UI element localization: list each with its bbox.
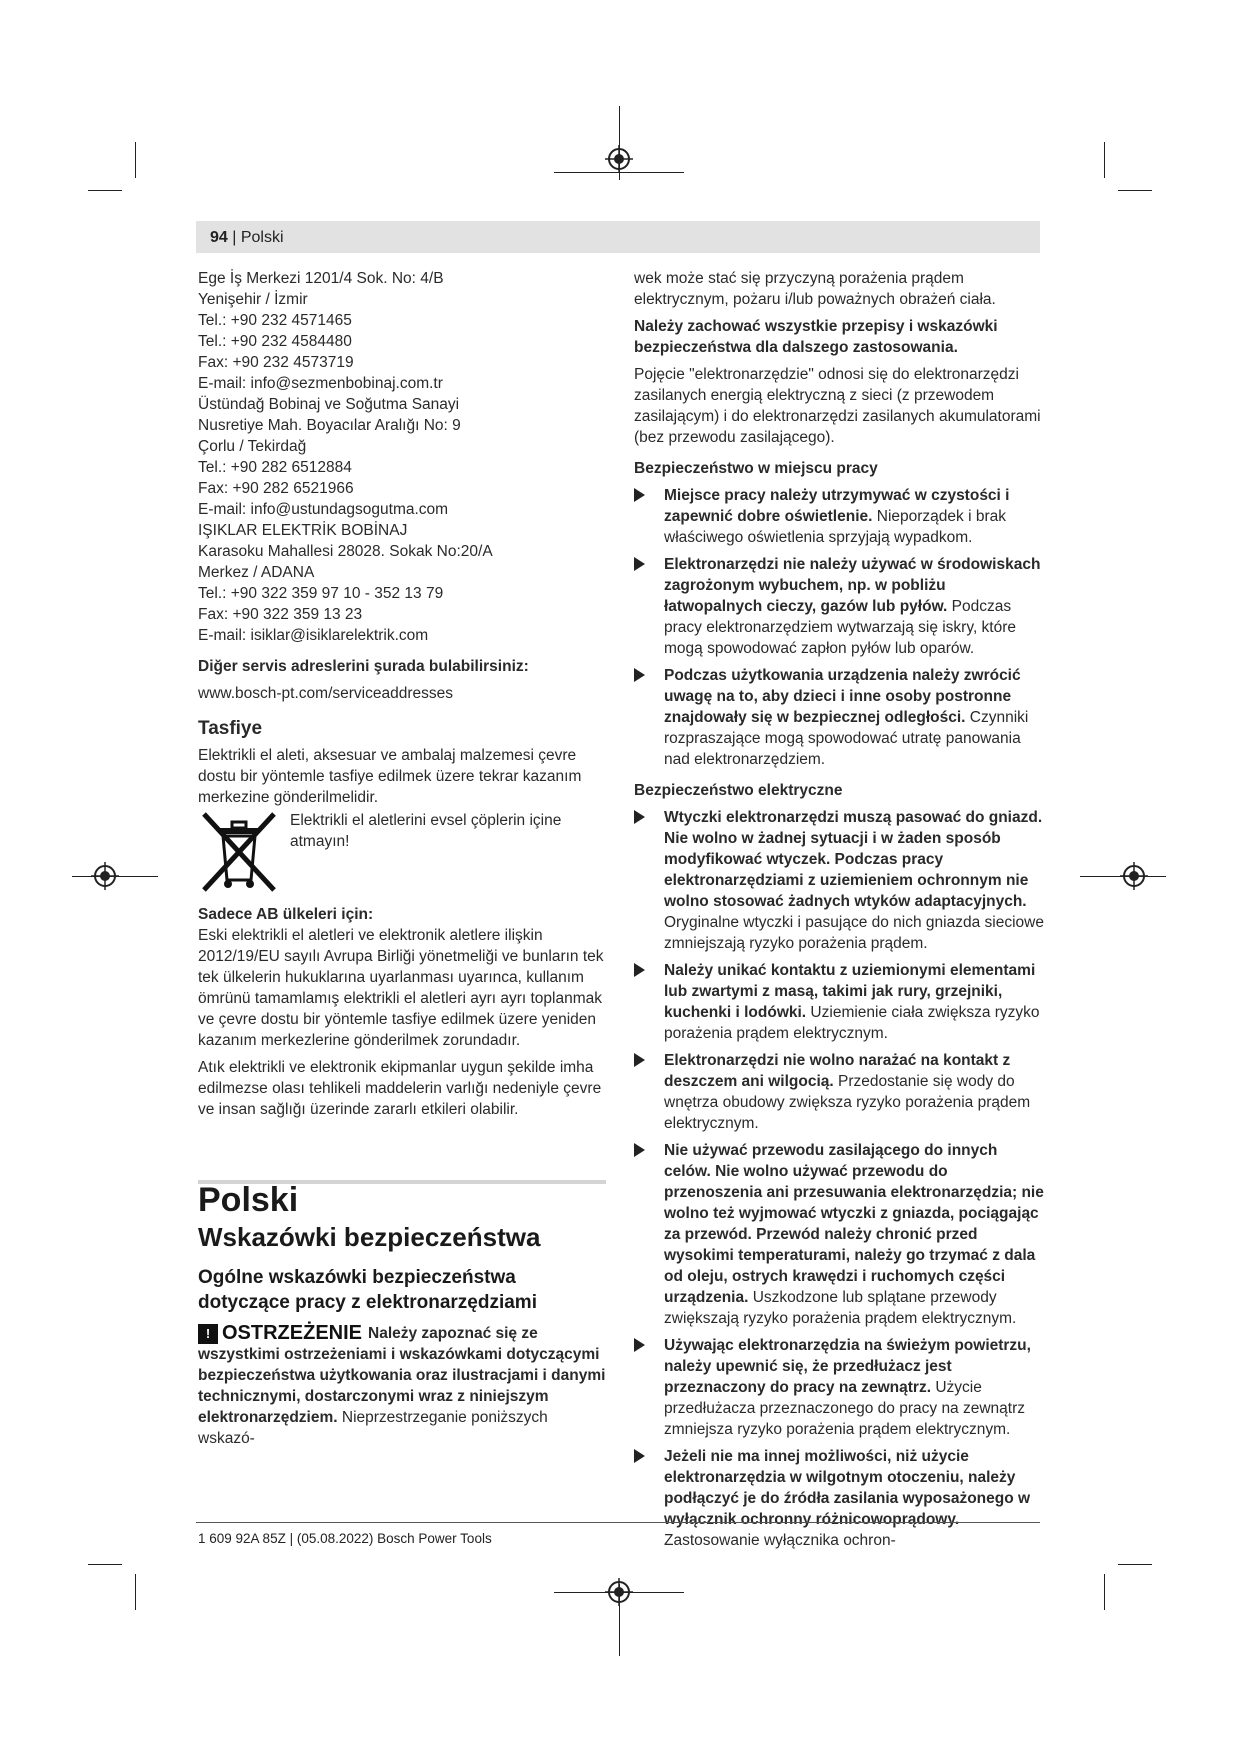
header-language: Polski xyxy=(240,229,284,246)
service-heading: Diğer servis adreslerini şurada bulabilirsiniz: xyxy=(198,658,529,675)
address-line: Fax: +90 322 359 13 23 xyxy=(198,606,363,623)
continued-text: wek może stać się przyczyną porażenia prądem elektrycznym, pożaru i/lub poważnych obrażeń ciała. xyxy=(634,270,996,308)
bullet-arrow-icon xyxy=(634,488,645,502)
item-text: Czynniki rozpraszające mogą spowodować utratę panowania nad elektronarzędziem. xyxy=(664,709,1029,768)
address-block xyxy=(198,520,606,646)
list-item xyxy=(634,1050,1046,1134)
item-bold: Miejsce pracy należy utrzymywać w czystości i zapewnić dobre oświetlenie. xyxy=(664,487,1010,525)
crossed-out-bin-icon xyxy=(198,810,280,894)
address-line: Merkez / ADANA xyxy=(198,564,315,581)
list-item xyxy=(634,960,1046,1044)
item-text: Podczas pracy elektronarzędziem wytwarzają się iskry, które mogą spowodować zapłon pyłów lub oparów. xyxy=(664,598,1017,657)
section-title: Polski xyxy=(198,1181,299,1219)
address-block xyxy=(198,268,606,394)
item-bold: Używając elektronarzędzia na świeżym powietrzu, należy upewnić się, że przedłużacz jest przeznaczony do pracy na zewnątrz. xyxy=(664,1337,1031,1396)
address-line: Çorlu / Tekirdağ xyxy=(198,438,307,455)
disposal-heading: Tasfiye xyxy=(198,718,263,739)
eu-heading: Sadece AB ülkeleri için: xyxy=(198,906,374,923)
item-text: Zastosowanie wyłącznika ochron- xyxy=(664,1532,896,1549)
footer-divider xyxy=(196,1522,1040,1523)
list-item xyxy=(634,485,1046,548)
disposal-text: Elektrikli el aleti, aksesuar ve ambalaj malzemesi çevre dostu bir yöntemle tasfiye edilmek üzere tekrar kazanım merkezine gönderilmelidir. xyxy=(198,747,582,806)
item-bold: Nie używać przewodu zasilającego do innych celów. Nie wolno używać przewodu do przenoszenia ani przesuwania elektronarzędzia; nie wolno też wyjmować wtyczki z gniazda, pociągając za przewód. Przewód należy chronić przed wysokimi temperaturami, należy go trzymać z dala od oleju, ostrych krawędzi i ruchomych części urządzenia. xyxy=(664,1142,1044,1306)
safety-title: Wskazówki bezpieczeństwa xyxy=(198,1222,541,1252)
item-bold: Jeżeli nie ma innej możliwości, niż użycie elektronarzędzia w wilgotnym otoczeniu, należy podłączyć je do źródła zasilania wyposażonego w wyłącznik ochronny różnicowoprądowy. xyxy=(664,1448,1031,1528)
address-line: E-mail: info@sezmenbobinaj.com.tr xyxy=(198,375,443,392)
address-line: Tel.: +90 282 6512884 xyxy=(198,459,352,476)
page-number: 94 xyxy=(210,229,228,246)
crop-mark xyxy=(1118,1564,1152,1565)
list-item xyxy=(634,665,1046,770)
weee-text: Elektrikli el aletlerini evsel çöplerin içine atmayın! xyxy=(290,812,562,850)
crop-mark xyxy=(135,142,136,178)
registration-mark-icon xyxy=(1120,862,1148,890)
item-bold: Elektronarzędzi nie wolno narażać na kontakt z deszczem ani wilgocią. xyxy=(664,1052,1011,1090)
address-line: IŞIKLAR ELEKTRİK BOBİNAJ xyxy=(198,522,408,539)
crop-mark xyxy=(135,1574,136,1610)
address-line: Fax: +90 232 4573719 xyxy=(198,354,354,371)
list-item xyxy=(634,554,1046,659)
registration-mark-icon xyxy=(91,862,119,890)
bullet-arrow-icon xyxy=(634,557,645,571)
address-line: Tel.: +90 232 4584480 xyxy=(198,333,352,350)
item-text: Oryginalne wtyczki i pasujące do nich gniazda sieciowe zmniejszają ryzyko porażenia prądem. xyxy=(664,914,1044,952)
address-line: Yenişehir / İzmir xyxy=(198,291,308,308)
warning-triangle-icon: ! xyxy=(198,1324,218,1344)
bullet-arrow-icon xyxy=(634,810,645,824)
item-text: Uziemienie ciała zwiększa ryzyko porażenia prądem elektrycznym. xyxy=(664,1004,1040,1042)
address-line: Ege İş Merkezi 1201/4 Sok. No: 4/B xyxy=(198,270,444,287)
list-item xyxy=(634,1446,1046,1551)
address-line: Fax: +90 282 6521966 xyxy=(198,480,354,497)
workplace-heading: Bezpieczeństwo w miejscu pracy xyxy=(634,460,878,477)
bullet-arrow-icon xyxy=(634,1449,645,1463)
warning-bold-text: Należy zapoznać się ze wszystkimi ostrzeżeniami i wskazówkami dotyczącymi bezpieczeństwa użytkowania oraz ilustracjami i danymi technicznymi, dostarczonymi wraz z niniejszym elektronarzędziem. xyxy=(198,1325,606,1426)
eu-text-1: Eski elektrikli el aletleri ve elektronik aletlere ilişkin 2012/19/EU sayılı Avrupa Birliği yönetmeliği ve bunların tek tek ülkelerin hukuklarına uyarlanması uyarınca, kullanım ömrünü tamamlamış elektrikli el aletleri ayrı ayrı toplanmak ve çevre dostu bir yöntemle tasfiye edilmek üzere yeniden kazanım merkezlerine gönderilmek zorundadır. xyxy=(198,927,604,1049)
bullet-arrow-icon xyxy=(634,1143,645,1157)
item-bold: Wtyczki elektronarzędzi muszą pasować do gniazd. Nie wolno w żadnej sytuacji i w żaden sposób modyfikować wtyczek. Podczas pracy elektronarzędziami z uziemieniem ochronnym nie wolno stosować żadnych wtyków adaptacyjnych. xyxy=(664,809,1043,910)
crop-mark xyxy=(88,190,122,191)
item-text: Użycie przedłużacza przeznaczonego do pracy na zewnątrz zmniejsza ryzyko porażenia prądem elektrycznym. xyxy=(664,1379,1026,1438)
address-line: Karasoku Mahallesi 28028. Sokak No:20/A xyxy=(198,543,493,560)
warning-label xyxy=(198,1323,362,1344)
page-footer: 1 609 92A 85Z | (05.08.2022) Bosch Power Tools xyxy=(198,1531,492,1546)
bullet-arrow-icon xyxy=(634,1053,645,1067)
bullet-arrow-icon xyxy=(634,1338,645,1352)
address-line: Tel.: +90 232 4571465 xyxy=(198,312,352,329)
address-line: Nusretiye Mah. Boyacılar Aralığı No: 9 xyxy=(198,417,461,434)
bullet-arrow-icon xyxy=(634,963,645,977)
address-line: Üstündağ Bobinaj ve Soğutma Sanayi xyxy=(198,396,460,413)
crop-mark xyxy=(1118,190,1152,191)
list-item xyxy=(634,807,1046,954)
address-block xyxy=(198,394,606,520)
general-safety-title: Ogólne wskazówki bezpieczeństwa dotyczące pracy z elektronarzędziami xyxy=(198,1267,537,1313)
weee-notice xyxy=(198,810,606,894)
item-text: Nieporządek i brak właściwego oświetlenia sprzyjają wypadkom. xyxy=(664,508,1006,546)
item-bold: Elektronarzędzi nie należy używać w środowiskach zagrożonym wybuchem, np. w pobliżu łatwopalnych cieczy, gazów lub pyłów. xyxy=(664,556,1041,615)
warning-label-text: OSTRZEŻENIE xyxy=(222,1322,363,1344)
item-text: Uszkodzone lub splątane przewody zwiększają ryzyko porażenia prądem elektrycznym. xyxy=(664,1289,1017,1327)
page-header-bar xyxy=(196,221,1040,253)
definition-text: Pojęcie "elektronarzędzie" odnosi się do elektronarzędzi zasilanych energią elektryczną z sieci (z przewodem zasilającym) i do elektronarzędzi zasilanych akumulatorami (bez przewodu zasilającego). xyxy=(634,366,1041,446)
item-bold: Podczas użytkowania urządzenia należy zwrócić uwagę na to, aby dzieci i inne osoby postronne znajdowały się w bezpiecznej odległości. xyxy=(664,667,1021,726)
warning-paragraph xyxy=(198,1323,606,1449)
address-line: E-mail: info@ustundagsogutma.com xyxy=(198,501,449,518)
service-url[interactable]: www.bosch-pt.com/serviceaddresses xyxy=(198,685,453,702)
keep-instructions: Należy zachować wszystkie przepisy i wskazówki bezpieczeństwa dla dalszego zastosowania. xyxy=(634,318,998,356)
registration-mark-icon xyxy=(605,145,633,173)
address-line: E-mail: isiklar@isiklarelektrik.com xyxy=(198,627,429,644)
right-column xyxy=(634,268,1046,1551)
registration-mark-icon xyxy=(605,1578,633,1606)
page-header: 94 | Polski xyxy=(210,229,284,246)
crop-mark xyxy=(1104,1574,1105,1610)
bullet-arrow-icon xyxy=(634,668,645,682)
left-column xyxy=(198,268,606,1449)
address-line: Tel.: +90 322 359 97 10 - 352 13 79 xyxy=(198,585,444,602)
eu-text-2: Atık elektrikli ve elektronik ekipmanlar uygun şekilde imha edilmezse olası tehlikeli maddelerin varlığı nedeniyle çevre ve insan sağlığı üzerinde zararlı etkileri olabilir. xyxy=(198,1059,602,1118)
warning-text: Nieprzestrzeganie poniższych wskazó- xyxy=(198,1409,548,1447)
list-item xyxy=(634,1140,1046,1329)
item-text: Przedostanie się wody do wnętrza obudowy zwiększa ryzyko porażenia prądem elektrycznym. xyxy=(664,1073,1031,1132)
crop-mark xyxy=(88,1564,122,1565)
crop-mark xyxy=(1104,142,1105,178)
list-item xyxy=(634,1335,1046,1440)
item-bold: Należy unikać kontaktu z uziemionymi elementami lub zwartymi z masą, takimi jak rury, grzejniki, kuchenki i lodówki. xyxy=(664,962,1036,1021)
electric-heading: Bezpieczeństwo elektryczne xyxy=(634,782,843,799)
